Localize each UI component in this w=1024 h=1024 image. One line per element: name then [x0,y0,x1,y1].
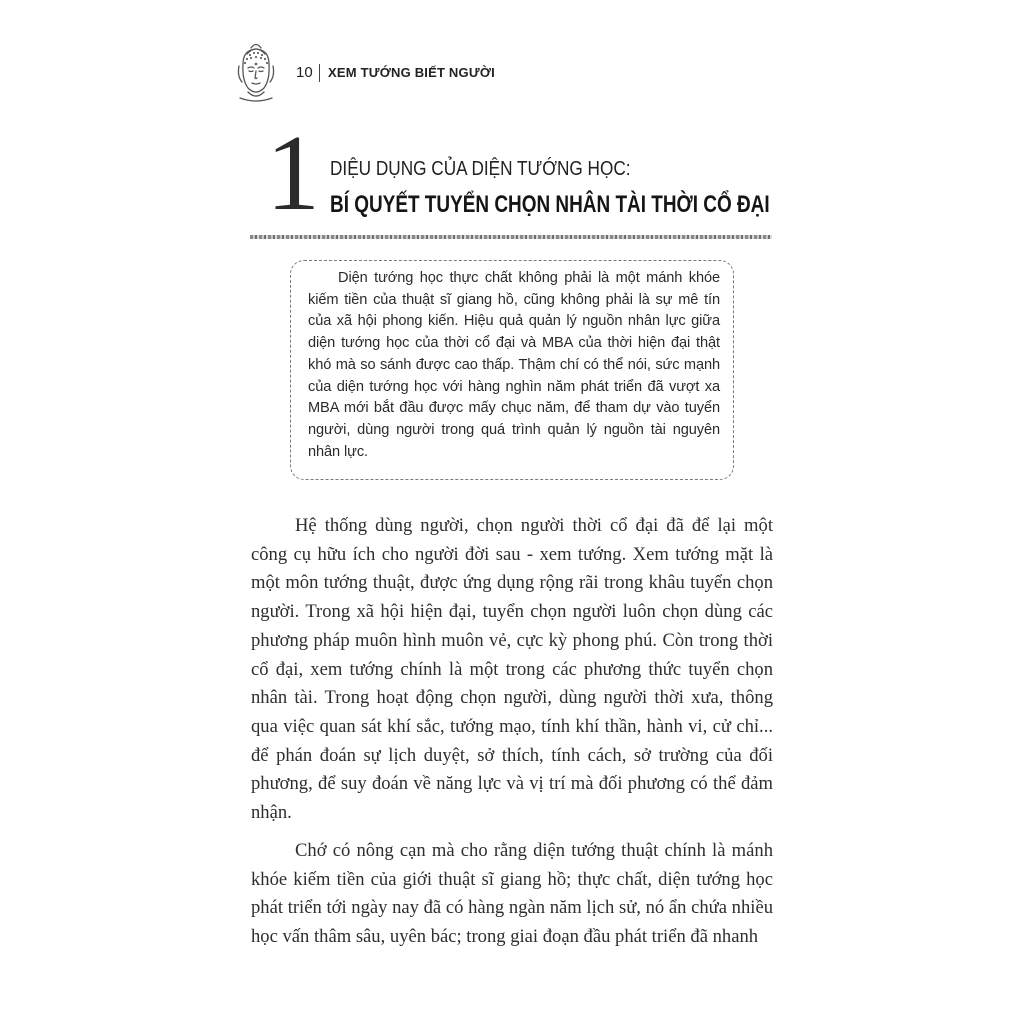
body-paragraph-2: Chớ có nông cạn mà cho rằng diện tướng thuật chính là mánh khóe kiếm tiền của giới thuật sĩ giang hồ; thực chất, diện tướng học phát triển tới ngày nay đã có hàng ngàn năm lịch sử, nó ẩn chứa nhiều học vấn thâm sâu, uyên bác; trong giai đoạn đầu phát triển đã nhanh [251,840,773,948]
page-header [230,40,790,104]
chapter-title-line1: DIỆU DỤNG CỦA DIỆN TƯỚNG HỌC: [330,158,631,180]
chapter-number: 1 [266,114,320,233]
chapter-title-line2: BÍ QUYẾT TUYỂN CHỌN NHÂN TÀI THỜI CỔ ĐẠI [330,191,770,218]
buddha-head-icon [230,40,282,104]
body-paragraph-1: Hệ thống dùng người, chọn người thời cổ đại đã để lại một công cụ hữu ích cho người đời sau - xem tướng. Xem tướng mặt là một môn tướng thuật, được ứng dụng rộng rãi trong khâu tuyển chọn người. Trong xã hội hiện đại, tuyển chọn người luôn chọn dùng các phương pháp muôn hình muôn vẻ, cực kỳ phong phú. Còn trong thời cổ đại, xem tướng chính là một trong các phương thức tuyển chọn nhân tài. Trong hoạt động chọn người, dùng người thời xưa, thông qua việc quan sát khí sắc, tướng mạo, tính khí thần, hành vi, cử chỉ... để phán đoán sự lịch duyệt, sở thích, tính cách, sở trường của đối phương, để suy đoán về năng lực và vị trí mà đối phương có thể đảm nhận. [251,515,773,824]
summary-box [290,260,734,480]
header-divider [319,64,320,82]
chapter-divider [250,235,772,239]
page-number: 10 [296,64,313,81]
running-title: XEM TƯỚNG BIẾT NGƯỜI [328,65,495,80]
summary-text: Diện tướng học thực chất không phải là một mánh khóe kiếm tiền của thuật sĩ giang hồ, cũng không phải là sự mê tín của xã hội phong kiến. Hiệu quả quản lý nguồn nhân lực giữa diện tướng học của thời cổ đại và MBA của thời hiện đại thật khó mà so sánh được cao thấp. Thậm chí có thể nói, sức mạnh của diện tướng học với hàng nghìn năm phát triển đã vượt xa MBA mới bắt đầu được mấy chục năm, để tham dự vào tuyển người, dùng người trong quá trình quản lý nguồn tài nguyên nhân lực. [308,270,720,460]
